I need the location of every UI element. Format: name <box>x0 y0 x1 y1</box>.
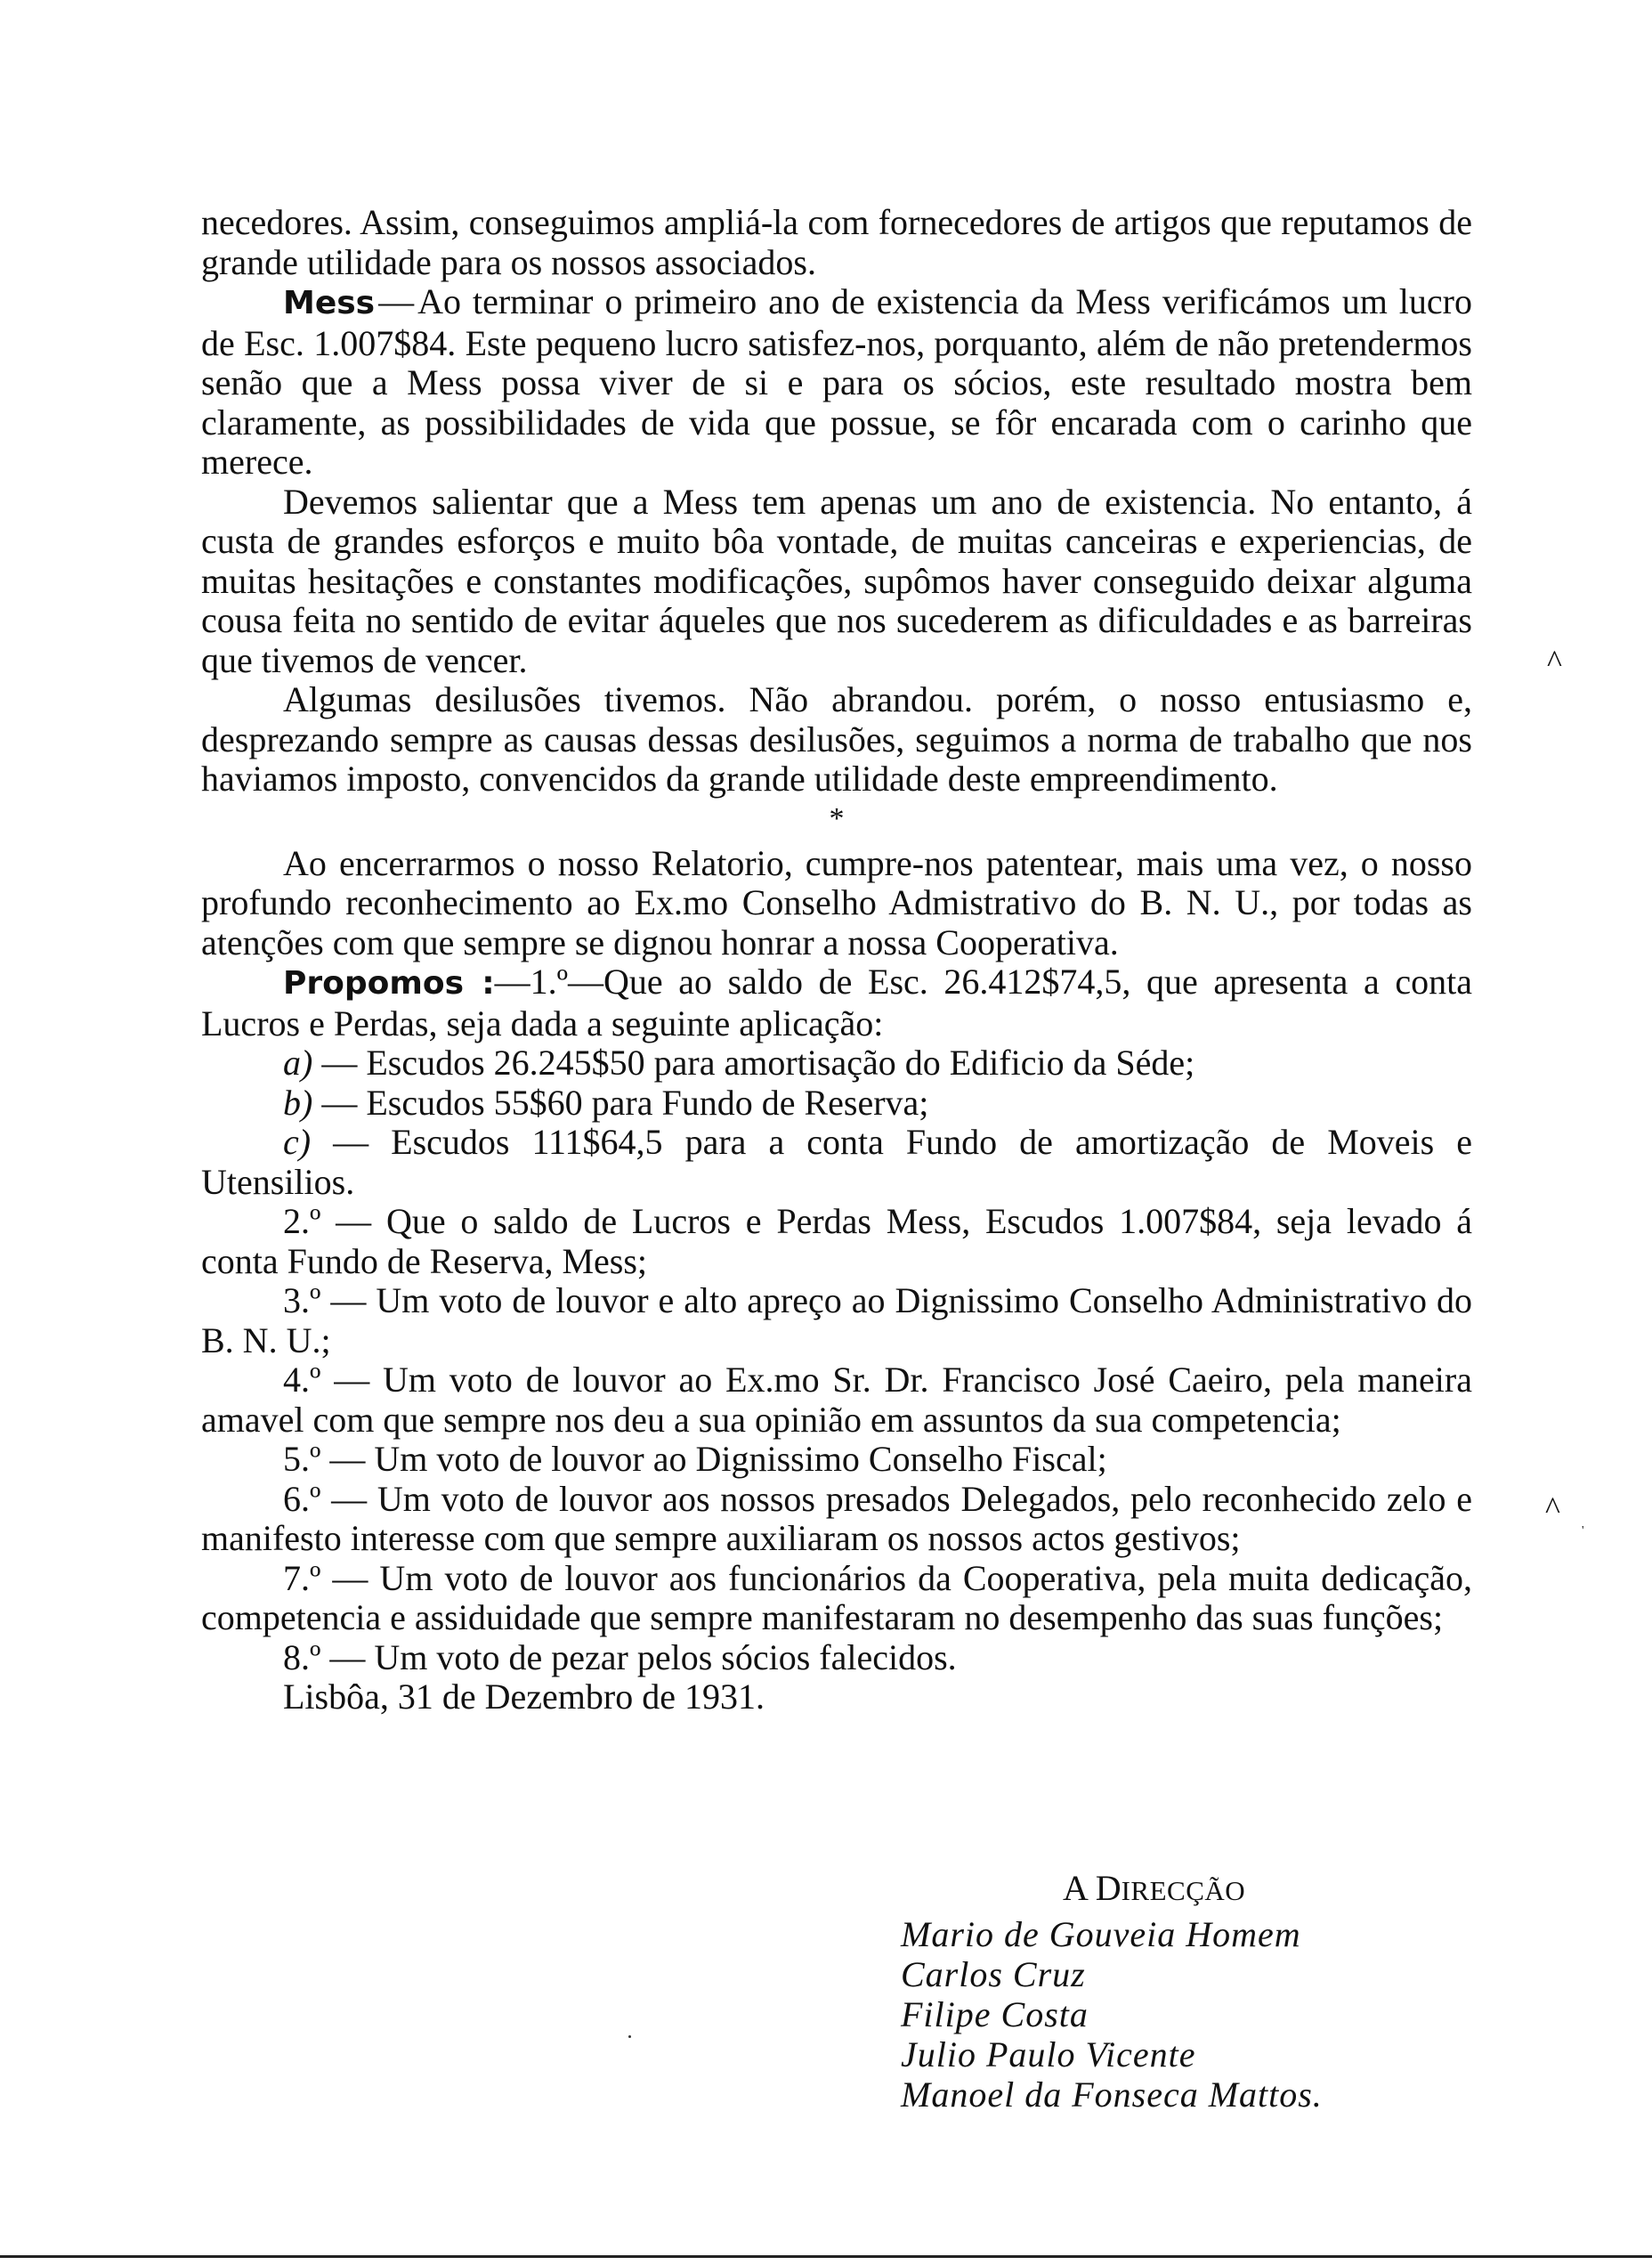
paragraph-desilusoes: Algumas desilusões tivemos. Não abrandou. porém, o nosso entusiasmo e, desprezando sempre as causas dessas desilusões, seguimos a norma de trabalho que nos haviamos imposto, convencidos da grande utilidade deste empreendimento. <box>201 679 1472 799</box>
signatory-name: Julio Paulo Vicente <box>901 2034 1196 2074</box>
sub-item-c <box>201 1123 1472 1202</box>
proposal-6: 6.º — Um voto de louvor aos nossos presados Delegados, pelo reconhecido zelo e manifesto interesse com que sempre auxiliaram os nossos actos gestivos; <box>201 1478 1472 1558</box>
mess-text: Ao terminar o primeiro ano de existencia da Mess verificámos um lucro de Esc. 1.007$84. Este pequeno lucro satisfez-nos, porquanto, além de não pretendermos senão que a Mess possa viver de si e para os sócios, este resultado mostra bem claramente, as possibilidades de vida que possue, se fôr encarada com o carinho que merece. <box>201 281 1472 482</box>
signatory-name: Filipe Costa <box>901 1994 1089 2034</box>
mess-heading: Mess <box>283 285 376 321</box>
sub-item-letter: c) <box>283 1122 312 1162</box>
signature-heading: A DIRECÇÃO <box>1063 1868 1246 1908</box>
sub-item-text: — Escudos 26.245$50 para amortisação do Edificio da Séde; <box>321 1043 1195 1083</box>
signatory-name: Mario de Gouveia Homem <box>901 1914 1301 1954</box>
scan-speck <box>628 2035 631 2038</box>
proposal-5: 5.º — Um voto de louvor ao Dignissimo Conselho Fiscal; <box>283 1439 1107 1479</box>
proposal-2: 2.º — Que o saldo de Lucros e Perdas Mess, Escudos 1.007$84, seja levado á conta Fundo de Reserva, Mess; <box>201 1201 1472 1281</box>
proposal-7: 7.º — Um voto de louvor aos funcionários da Cooperativa, pela muita dedicação, competencia e assiduidade que sempre manifestaram no desempenho das suas funções; <box>201 1557 1472 1637</box>
mess-dash: — <box>378 281 415 321</box>
sub-item-a <box>201 1043 1472 1084</box>
paragraph-continuation: necedores. Assim, conseguimos ampliá-la com fornecedores de artigos que reputamos de grande utilidade para os nossos associados. <box>201 202 1472 282</box>
document-body <box>201 203 1472 1717</box>
proposal-8: 8.º — Um voto de pezar pelos sócios falecidos. <box>283 1636 957 1677</box>
paragraph-reconhecimento: Ao encerrarmos o nosso Relatorio, cumpre-nos patentear, mais uma vez, o nosso profundo reconhecimento ao Ex.mo Conselho Admistrativo do B. N. U., por todas as atenções com que sempre se dignou honrar a nossa Cooperativa. <box>201 842 1472 962</box>
margin-mark: ^ <box>1547 644 1562 679</box>
propomos-text: —1.º—Que ao saldo de Esc. 26.412$74,5, que apresenta a conta Lucros e Perdas, seja dada a seguinte aplicação: <box>201 962 1472 1043</box>
signatory-name: Manoel da Fonseca Mattos. <box>901 2074 1323 2115</box>
sub-item-text: — Escudos 55$60 para Fundo de Reserva; <box>321 1082 929 1123</box>
sub-item-letter: a) <box>283 1043 313 1083</box>
signature-block <box>901 1868 1524 2115</box>
proposal-4: 4.º — Um voto de louvor ao Ex.mo Sr. Dr. Francisco José Caeiro, pela maneira amavel com que sempre nos deu a sua opinião em assuntos da sua competencia; <box>201 1360 1472 1440</box>
section-separator: * <box>829 801 845 835</box>
sub-item-b <box>201 1084 1472 1124</box>
margin-mark: ' <box>1582 1524 1584 1538</box>
paragraph-existencia: Devemos salientar que a Mess tem apenas um ano de existencia. No entanto, á custa de grandes esforços e muito bôa vontade, de muitas canceiras e experiencias, de muitas hesitações e constantes modificações, supômos haver conseguido deixar alguma cousa feita no sentido de evitar áqueles que nos sucederem as dificuldades e as barreiras que tivemos de vencer. <box>201 481 1472 680</box>
margin-mark: ^ <box>1545 1490 1560 1526</box>
propomos-heading: Propomos : <box>283 965 495 1002</box>
dateline: Lisbôa, 31 de Dezembro de 1931. <box>283 1676 765 1717</box>
paragraph-propomos <box>201 962 1472 1043</box>
paragraph-mess <box>201 282 1472 483</box>
sub-item-letter: b) <box>283 1082 313 1123</box>
sub-item-text: — Escudos 111$64,5 para a conta Fundo de amortização de Moveis e Utensilios. <box>201 1122 1473 1202</box>
proposal-3: 3.º — Um voto de louvor e alto apreço ao Dignissimo Conselho Administrativo do B. N. U.; <box>201 1280 1472 1360</box>
signatory-name: Carlos Cruz <box>901 1954 1086 1994</box>
scan-bottom-edge <box>0 2255 1652 2258</box>
